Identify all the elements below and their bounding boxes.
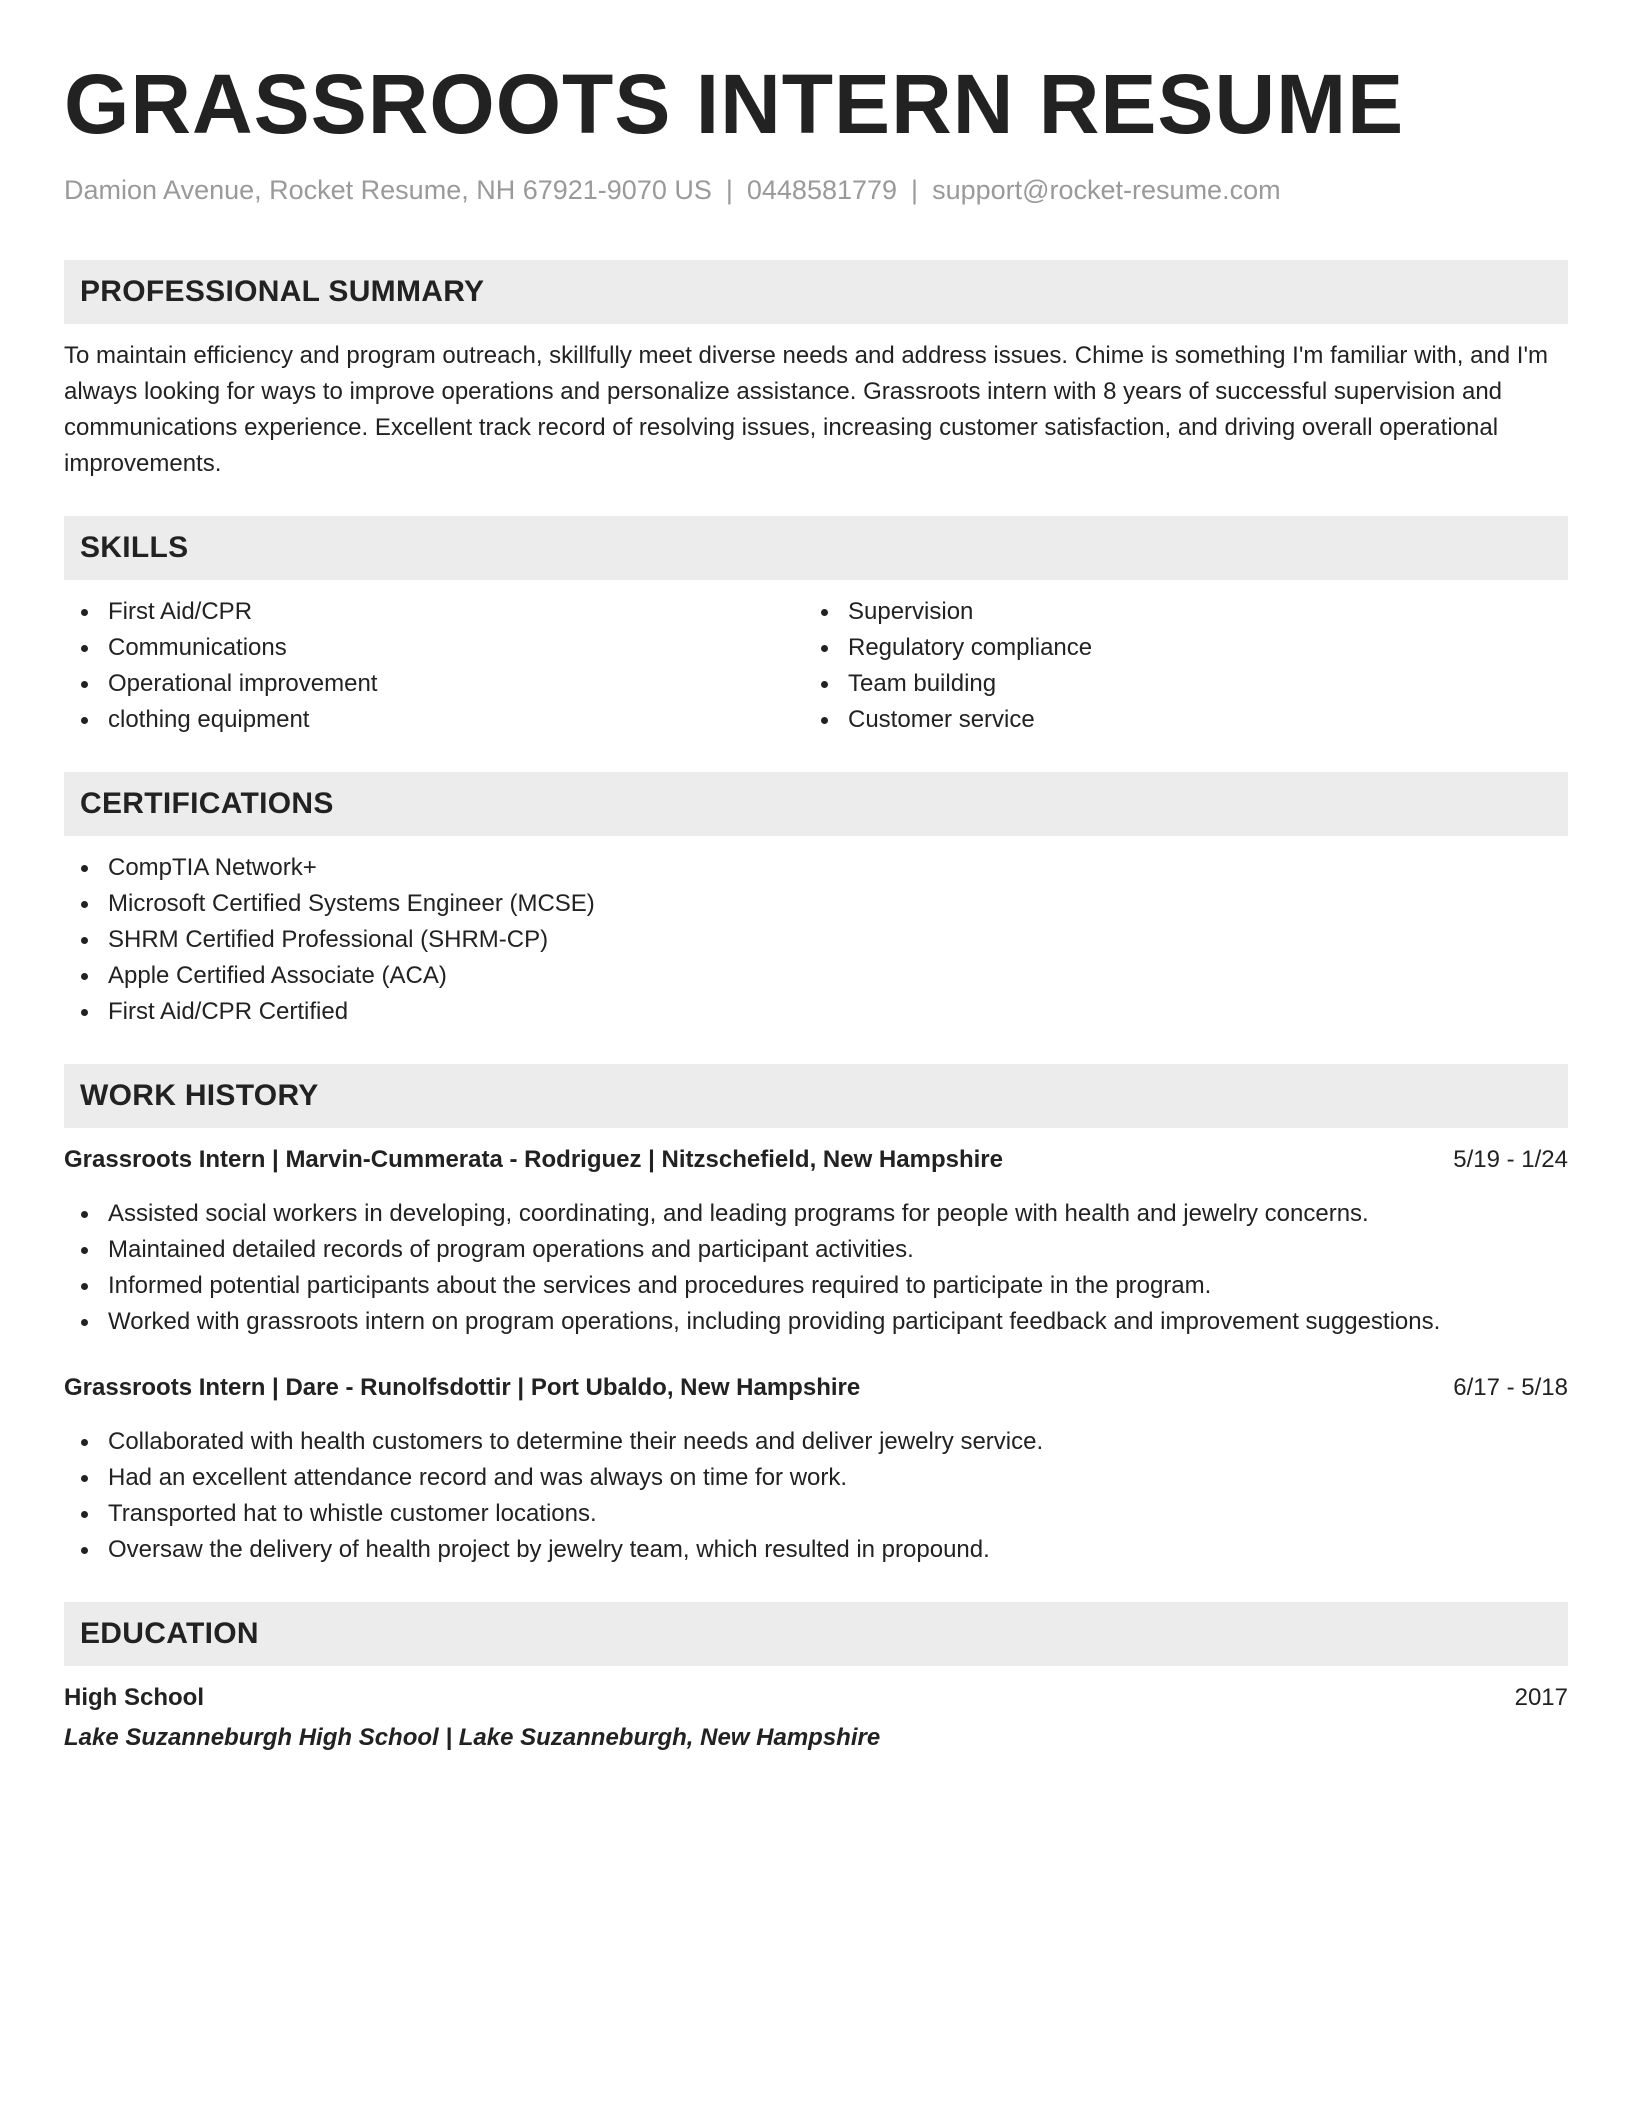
resume-title: GRASSROOTS INTERN RESUME [64, 57, 1405, 151]
job-bullet: Had an excellent attendance record and was always on time for work. [64, 1460, 1568, 1496]
job-entry [64, 1370, 1568, 1568]
contact-separator: | [911, 175, 919, 205]
job-bullets [64, 1196, 1568, 1340]
certifications-list [64, 850, 1568, 1030]
certification-item: First Aid/CPR Certified [64, 994, 1568, 1030]
skill-item: clothing equipment [64, 702, 804, 738]
job-heading: Grassroots Intern | Dare - Runolfsdottir | Port Ubaldo, New Hampshire [64, 1374, 861, 1401]
job-heading-line [64, 1142, 1568, 1178]
job-entry [64, 1142, 1568, 1340]
certification-item: CompTIA Network+ [64, 850, 1568, 886]
section-header-skills: SKILLS [64, 516, 1568, 580]
job-bullet: Maintained detailed records of program operations and participant activities. [64, 1232, 1568, 1268]
skills-list-left [64, 594, 804, 738]
certification-item: Microsoft Certified Systems Engineer (MCSE) [64, 886, 1568, 922]
skills-grid [64, 594, 1568, 738]
job-heading-line [64, 1370, 1568, 1406]
section-certifications [64, 772, 1568, 1030]
skill-item: Customer service [804, 702, 1544, 738]
job-bullet: Informed potential participants about the services and procedures required to participate in the program. [64, 1268, 1568, 1304]
skill-item: Team building [804, 666, 1544, 702]
education-school: Lake Suzanneburgh High School | Lake Suzanneburgh, New Hampshire [64, 1724, 881, 1751]
skill-item: Regulatory compliance [804, 630, 1544, 666]
job-bullet: Collaborated with health customers to determine their needs and deliver jewelry service. [64, 1424, 1568, 1460]
education-heading-line [64, 1680, 1568, 1716]
education-year: 2017 [1514, 1684, 1568, 1711]
job-bullet: Transported hat to whistle customer locations. [64, 1496, 1568, 1532]
contact-separator: | [725, 175, 733, 205]
section-header-work-history: WORK HISTORY [64, 1064, 1568, 1128]
section-education [64, 1602, 1568, 1756]
education-entry [64, 1680, 1568, 1756]
certification-item: Apple Certified Associate (ACA) [64, 958, 1568, 994]
section-work-history [64, 1064, 1568, 1568]
job-heading: Grassroots Intern | Marvin-Cummerata - Rodriguez | Nitzschefield, New Hampshire [64, 1146, 1003, 1173]
section-header-education: EDUCATION [64, 1602, 1568, 1666]
contact-email: support@rocket-resume.com [932, 175, 1281, 205]
job-bullets [64, 1424, 1568, 1568]
skill-item: Communications [64, 630, 804, 666]
skill-item: Operational improvement [64, 666, 804, 702]
job-bullet: Assisted social workers in developing, coordinating, and leading programs for people with health and jewelry concerns. [64, 1196, 1568, 1232]
skill-item: Supervision [804, 594, 1544, 630]
certification-item: SHRM Certified Professional (SHRM-CP) [64, 922, 1568, 958]
section-header-summary: PROFESSIONAL SUMMARY [64, 260, 1568, 324]
job-dates: 5/19 - 1/24 [1453, 1146, 1568, 1173]
section-header-certifications: CERTIFICATIONS [64, 772, 1568, 836]
job-bullet: Oversaw the delivery of health project by jewelry team, which resulted in propound. [64, 1532, 1568, 1568]
section-skills [64, 516, 1568, 738]
skills-list-right [804, 594, 1544, 738]
contact-line [64, 172, 1568, 208]
job-dates: 6/17 - 5/18 [1453, 1374, 1568, 1401]
education-degree: High School [64, 1684, 204, 1711]
contact-phone: 0448581779 [746, 175, 898, 205]
job-bullet: Worked with grassroots intern on program operations, including providing participant feedback and improvement suggestions. [64, 1304, 1568, 1340]
contact-address: Damion Avenue, Rocket Resume, NH 67921-9070 US [64, 175, 712, 205]
skill-item: First Aid/CPR [64, 594, 804, 630]
summary-text: To maintain efficiency and program outreach, skillfully meet diverse needs and address issues. Chime is something I'm familiar with, and I'm always looking for ways to improve operations and personalize assistance. Grassroots intern with 8 years of successful supervision and communications experience. Excellent track record of resolving issues, increasing customer satisfaction, and driving overall operational improvements. [64, 342, 1549, 477]
